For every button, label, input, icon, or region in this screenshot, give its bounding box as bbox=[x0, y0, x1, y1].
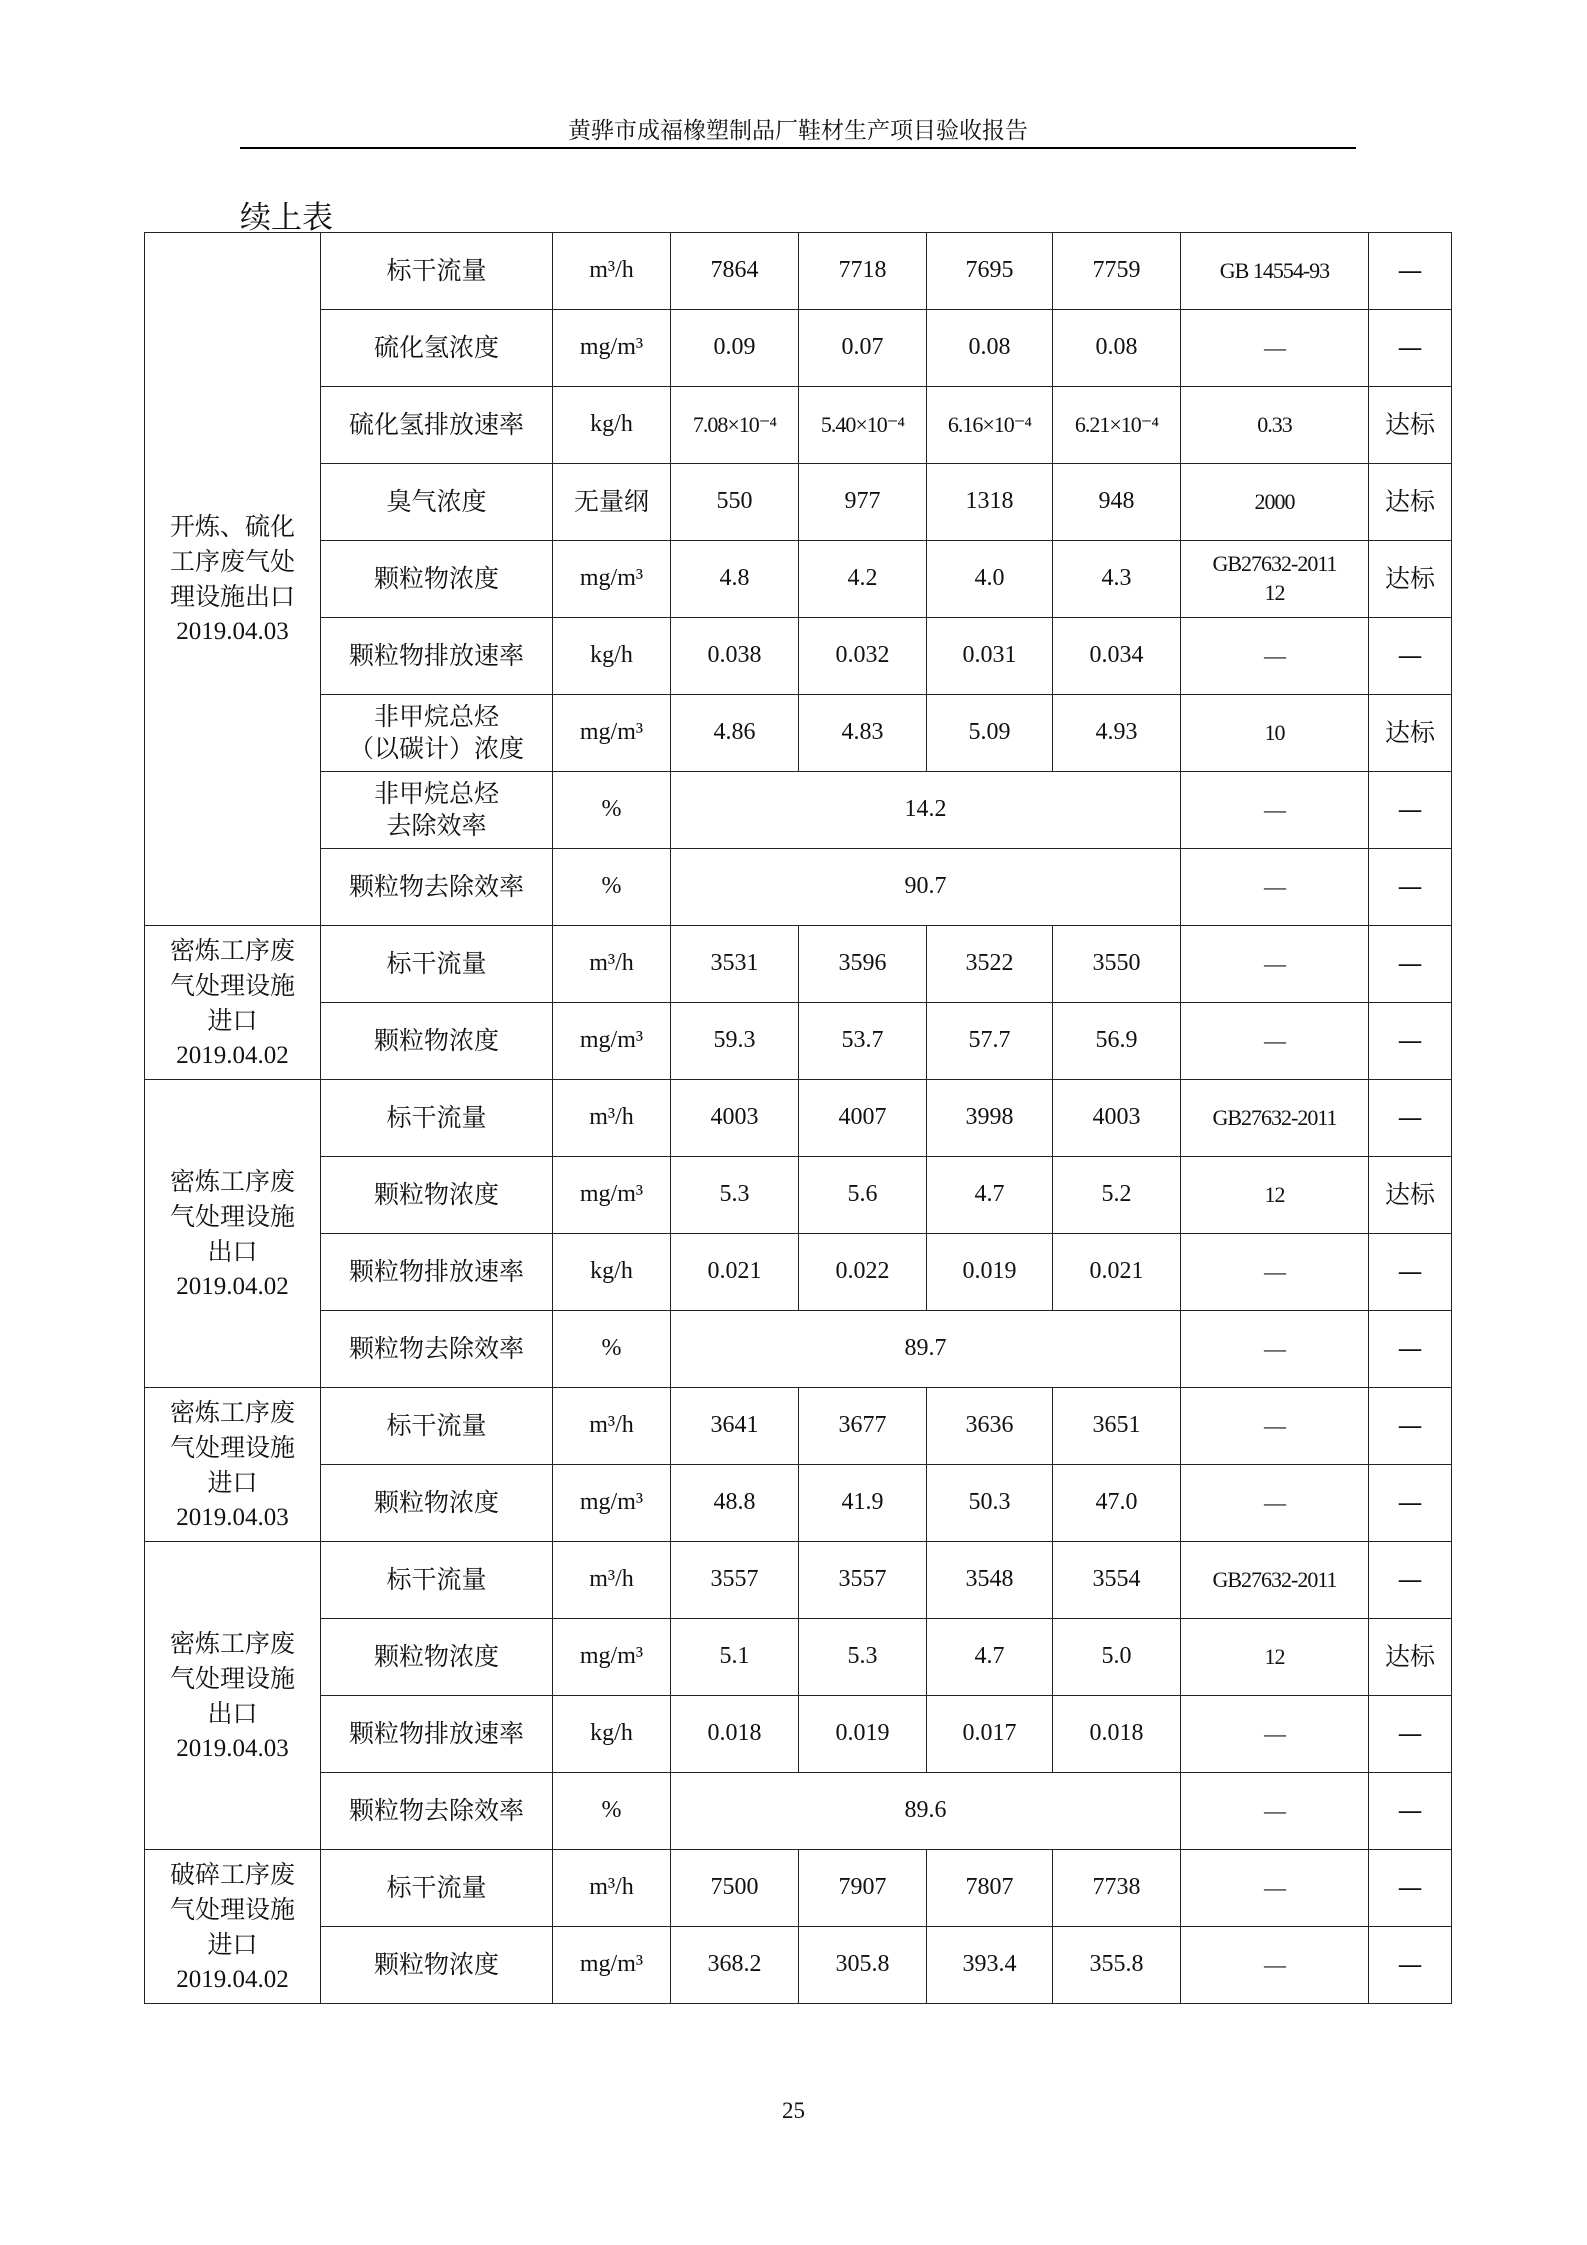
item-cell bbox=[321, 1003, 553, 1080]
location-line: 气处理设施 bbox=[169, 1894, 295, 1924]
standard-line: 12 bbox=[1264, 580, 1285, 605]
item-cell bbox=[321, 1465, 553, 1542]
item-line: 臭气浓度 bbox=[386, 486, 487, 516]
table-row bbox=[145, 1157, 1452, 1234]
measured-value-cell: 4003 bbox=[1053, 1080, 1181, 1157]
item-cell bbox=[321, 1696, 553, 1773]
unit-cell: mg/m³ bbox=[553, 310, 671, 387]
table-caption: 续上表 bbox=[240, 200, 333, 236]
item-cell bbox=[321, 695, 553, 772]
standard-line: — bbox=[1264, 1335, 1285, 1361]
measured-value-cell: 4.7 bbox=[927, 1619, 1053, 1696]
location-line: 破碎工序废 bbox=[169, 1859, 295, 1889]
table-row bbox=[145, 387, 1452, 464]
efficiency-value-cell: 90.7 bbox=[671, 849, 1181, 926]
measured-value-cell: 7738 bbox=[1053, 1850, 1181, 1927]
measured-value-cell: 6.21×10⁻⁴ bbox=[1053, 387, 1181, 464]
standard-limit-cell bbox=[1181, 541, 1369, 618]
compliance-result-cell: 达标 bbox=[1369, 541, 1452, 618]
measured-value-cell: 7759 bbox=[1053, 233, 1181, 310]
standard-line: — bbox=[1264, 1489, 1285, 1515]
compliance-result-cell: — bbox=[1369, 1003, 1452, 1080]
item-cell bbox=[321, 618, 553, 695]
item-cell bbox=[321, 1619, 553, 1696]
measured-value-cell: 3557 bbox=[671, 1542, 799, 1619]
standard-line: 12 bbox=[1264, 1181, 1285, 1207]
location-line: 密炼工序废 bbox=[169, 1628, 295, 1658]
measured-value-cell: 0.019 bbox=[927, 1234, 1053, 1311]
item-cell bbox=[321, 310, 553, 387]
table-row bbox=[145, 1465, 1452, 1542]
measured-value-cell: 0.038 bbox=[671, 618, 799, 695]
unit-cell: m³/h bbox=[553, 926, 671, 1003]
compliance-result-cell: 达标 bbox=[1369, 1157, 1452, 1234]
table-row bbox=[145, 1542, 1452, 1619]
unit-cell: kg/h bbox=[553, 1234, 671, 1311]
location-line: 进口 bbox=[207, 1467, 258, 1497]
item-cell bbox=[321, 464, 553, 541]
efficiency-value-cell: 14.2 bbox=[671, 772, 1181, 849]
unit-cell: % bbox=[553, 1773, 671, 1850]
unit-cell: mg/m³ bbox=[553, 541, 671, 618]
standard-line: — bbox=[1264, 1720, 1285, 1746]
measured-value-cell: 355.8 bbox=[1053, 1927, 1181, 2004]
measured-value-cell: 0.019 bbox=[799, 1696, 927, 1773]
standard-limit-cell bbox=[1181, 387, 1369, 464]
measured-value-cell: 4.8 bbox=[671, 541, 799, 618]
item-line: 颗粒物浓度 bbox=[373, 1179, 499, 1209]
standard-limit-cell bbox=[1181, 1465, 1369, 1542]
measured-value-cell: 7695 bbox=[927, 233, 1053, 310]
item-line: 硫化氢排放速率 bbox=[348, 409, 524, 439]
measured-value-cell: 3651 bbox=[1053, 1388, 1181, 1465]
unit-cell: m³/h bbox=[553, 1080, 671, 1157]
location-cell bbox=[145, 1080, 321, 1388]
compliance-result-cell: 达标 bbox=[1369, 695, 1452, 772]
measured-value-cell: 0.022 bbox=[799, 1234, 927, 1311]
measured-value-cell: 0.034 bbox=[1053, 618, 1181, 695]
standard-limit-cell bbox=[1181, 1234, 1369, 1311]
unit-cell: m³/h bbox=[553, 1850, 671, 1927]
standard-line: — bbox=[1264, 873, 1285, 899]
item-line: 标干流量 bbox=[386, 948, 487, 978]
unit-cell: kg/h bbox=[553, 1696, 671, 1773]
standard-limit-cell bbox=[1181, 1003, 1369, 1080]
measured-value-cell: 3596 bbox=[799, 926, 927, 1003]
compliance-result-cell: — bbox=[1369, 772, 1452, 849]
compliance-result-cell: 达标 bbox=[1369, 1619, 1452, 1696]
measured-value-cell: 59.3 bbox=[671, 1003, 799, 1080]
location-line: 进口 bbox=[207, 1929, 258, 1959]
compliance-result-cell: — bbox=[1369, 1927, 1452, 2004]
table-row bbox=[145, 1003, 1452, 1080]
table-row bbox=[145, 1080, 1452, 1157]
compliance-result-cell: — bbox=[1369, 233, 1452, 310]
standard-limit-cell bbox=[1181, 1927, 1369, 2004]
measured-value-cell: 7.08×10⁻⁴ bbox=[671, 387, 799, 464]
standard-line: GB27632-2011 bbox=[1212, 551, 1337, 577]
measured-value-cell: 4.83 bbox=[799, 695, 927, 772]
table-row bbox=[145, 926, 1452, 1003]
unit-cell: m³/h bbox=[553, 233, 671, 310]
measured-value-cell: 57.7 bbox=[927, 1003, 1053, 1080]
measured-value-cell: 7907 bbox=[799, 1850, 927, 1927]
item-cell bbox=[321, 1311, 553, 1388]
measured-value-cell: 47.0 bbox=[1053, 1465, 1181, 1542]
item-cell bbox=[321, 233, 553, 310]
measured-value-cell: 5.09 bbox=[927, 695, 1053, 772]
compliance-result-cell: — bbox=[1369, 618, 1452, 695]
standard-limit-cell bbox=[1181, 1696, 1369, 1773]
unit-cell: mg/m³ bbox=[553, 1157, 671, 1234]
location-line: 出口 bbox=[207, 1698, 258, 1728]
monitoring-results-table bbox=[144, 232, 1452, 2004]
location-line: 气处理设施 bbox=[169, 970, 295, 1000]
measured-value-cell: 50.3 bbox=[927, 1465, 1053, 1542]
measured-value-cell: 3677 bbox=[799, 1388, 927, 1465]
table-row bbox=[145, 1927, 1452, 2004]
measured-value-cell: 5.0 bbox=[1053, 1619, 1181, 1696]
item-line: 标干流量 bbox=[386, 1564, 487, 1594]
table-row bbox=[145, 695, 1452, 772]
standard-line: 12 bbox=[1264, 1643, 1285, 1669]
location-cell bbox=[145, 926, 321, 1080]
measured-value-cell: 7864 bbox=[671, 233, 799, 310]
compliance-result-cell: — bbox=[1369, 1311, 1452, 1388]
measured-value-cell: 0.031 bbox=[927, 618, 1053, 695]
measured-value-cell: 393.4 bbox=[927, 1927, 1053, 2004]
measured-value-cell: 4.2 bbox=[799, 541, 927, 618]
measured-value-cell: 0.018 bbox=[671, 1696, 799, 1773]
unit-cell: 无量纲 bbox=[553, 464, 671, 541]
standard-line: 10 bbox=[1264, 719, 1285, 745]
standard-limit-cell bbox=[1181, 1850, 1369, 1927]
measured-value-cell: 5.6 bbox=[799, 1157, 927, 1234]
measured-value-cell: 3522 bbox=[927, 926, 1053, 1003]
table-row bbox=[145, 233, 1452, 310]
standard-line: GB 14554-93 bbox=[1219, 257, 1330, 283]
item-cell bbox=[321, 849, 553, 926]
location-line: 气处理设施 bbox=[169, 1201, 295, 1231]
unit-cell: % bbox=[553, 772, 671, 849]
item-line: 非甲烷总烃 bbox=[373, 701, 499, 731]
measured-value-cell: 3548 bbox=[927, 1542, 1053, 1619]
item-cell bbox=[321, 1234, 553, 1311]
measured-value-cell: 4.93 bbox=[1053, 695, 1181, 772]
item-line: 标干流量 bbox=[386, 1872, 487, 1902]
standard-line: — bbox=[1264, 1874, 1285, 1900]
standard-limit-cell bbox=[1181, 464, 1369, 541]
table-row bbox=[145, 849, 1452, 926]
standard-limit-cell bbox=[1181, 1080, 1369, 1157]
standard-limit-cell bbox=[1181, 695, 1369, 772]
monitoring-date: 2019.04.02 bbox=[176, 1965, 289, 1993]
measured-value-cell: 0.021 bbox=[1053, 1234, 1181, 1311]
standard-line: — bbox=[1264, 1797, 1285, 1823]
standard-limit-cell bbox=[1181, 1157, 1369, 1234]
table-row bbox=[145, 1388, 1452, 1465]
page-number: 25 bbox=[782, 2098, 805, 2123]
table-row bbox=[145, 1773, 1452, 1850]
item-cell bbox=[321, 1773, 553, 1850]
item-line: 颗粒物排放速率 bbox=[348, 640, 524, 670]
table-row bbox=[145, 1234, 1452, 1311]
table-row bbox=[145, 772, 1452, 849]
compliance-result-cell: — bbox=[1369, 1465, 1452, 1542]
standard-line: — bbox=[1264, 1258, 1285, 1284]
compliance-result-cell: — bbox=[1369, 310, 1452, 387]
measured-value-cell: 3531 bbox=[671, 926, 799, 1003]
item-line: 颗粒物去除效率 bbox=[348, 1333, 524, 1363]
measured-value-cell: 5.3 bbox=[671, 1157, 799, 1234]
table-row bbox=[145, 618, 1452, 695]
standard-line: — bbox=[1264, 796, 1285, 822]
measured-value-cell: 53.7 bbox=[799, 1003, 927, 1080]
measured-value-cell: 0.08 bbox=[1053, 310, 1181, 387]
location-line: 密炼工序废 bbox=[169, 935, 295, 965]
standard-line: — bbox=[1264, 1951, 1285, 1977]
item-cell bbox=[321, 1542, 553, 1619]
measured-value-cell: 4003 bbox=[671, 1080, 799, 1157]
measured-value-cell: 5.1 bbox=[671, 1619, 799, 1696]
item-line: 颗粒物排放速率 bbox=[348, 1256, 524, 1286]
document-header-title: 黄骅市成福橡塑制品厂鞋材生产项目验收报告 bbox=[568, 118, 1028, 144]
location-cell bbox=[145, 1850, 321, 2004]
compliance-result-cell: — bbox=[1369, 849, 1452, 926]
measured-value-cell: 7807 bbox=[927, 1850, 1053, 1927]
item-line: 颗粒物浓度 bbox=[373, 1025, 499, 1055]
measured-value-cell: 0.032 bbox=[799, 618, 927, 695]
unit-cell: m³/h bbox=[553, 1542, 671, 1619]
measured-value-cell: 6.16×10⁻⁴ bbox=[927, 387, 1053, 464]
standard-line: GB27632-2011 bbox=[1212, 1104, 1337, 1130]
unit-cell: % bbox=[553, 1311, 671, 1388]
standard-limit-cell bbox=[1181, 1388, 1369, 1465]
measured-value-cell: 3554 bbox=[1053, 1542, 1181, 1619]
standard-line: — bbox=[1264, 950, 1285, 976]
unit-cell: kg/h bbox=[553, 387, 671, 464]
measured-value-cell: 305.8 bbox=[799, 1927, 927, 2004]
header-rule bbox=[240, 147, 1356, 149]
location-line: 密炼工序废 bbox=[169, 1397, 295, 1427]
location-cell bbox=[145, 233, 321, 926]
location-line: 气处理设施 bbox=[169, 1432, 295, 1462]
item-line: 颗粒物去除效率 bbox=[348, 1795, 524, 1825]
unit-cell: mg/m³ bbox=[553, 1619, 671, 1696]
item-line: 硫化氢浓度 bbox=[373, 332, 499, 362]
item-line: 颗粒物去除效率 bbox=[348, 871, 524, 901]
monitoring-date: 2019.04.02 bbox=[176, 1272, 289, 1300]
item-cell bbox=[321, 541, 553, 618]
location-cell bbox=[145, 1388, 321, 1542]
measured-value-cell: 977 bbox=[799, 464, 927, 541]
item-cell bbox=[321, 772, 553, 849]
measured-value-cell: 56.9 bbox=[1053, 1003, 1181, 1080]
standard-limit-cell bbox=[1181, 849, 1369, 926]
item-cell bbox=[321, 387, 553, 464]
compliance-result-cell: 达标 bbox=[1369, 464, 1452, 541]
measured-value-cell: 0.018 bbox=[1053, 1696, 1181, 1773]
compliance-result-cell: — bbox=[1369, 1542, 1452, 1619]
item-line: 标干流量 bbox=[386, 255, 487, 285]
item-line: 非甲烷总烃 bbox=[373, 778, 499, 808]
location-line: 出口 bbox=[207, 1236, 258, 1266]
standard-limit-cell bbox=[1181, 1619, 1369, 1696]
measured-value-cell: 368.2 bbox=[671, 1927, 799, 2004]
item-line: 去除效率 bbox=[386, 811, 487, 840]
unit-cell: mg/m³ bbox=[553, 1927, 671, 2004]
measured-value-cell: 1318 bbox=[927, 464, 1053, 541]
measured-value-cell: 41.9 bbox=[799, 1465, 927, 1542]
item-cell bbox=[321, 1157, 553, 1234]
measured-value-cell: 0.017 bbox=[927, 1696, 1053, 1773]
item-cell bbox=[321, 1927, 553, 2004]
standard-line: — bbox=[1264, 642, 1285, 668]
monitoring-date: 2019.04.03 bbox=[176, 1503, 289, 1531]
monitoring-date: 2019.04.03 bbox=[176, 1734, 289, 1762]
measured-value-cell: 550 bbox=[671, 464, 799, 541]
measured-value-cell: 48.8 bbox=[671, 1465, 799, 1542]
unit-cell: mg/m³ bbox=[553, 695, 671, 772]
monitoring-date: 2019.04.02 bbox=[176, 1041, 289, 1069]
table-row bbox=[145, 1850, 1452, 1927]
compliance-result-cell: — bbox=[1369, 1234, 1452, 1311]
compliance-result-cell: 达标 bbox=[1369, 387, 1452, 464]
measured-value-cell: 5.3 bbox=[799, 1619, 927, 1696]
item-line: 颗粒物排放速率 bbox=[348, 1718, 524, 1748]
unit-cell: % bbox=[553, 849, 671, 926]
item-line: 颗粒物浓度 bbox=[373, 563, 499, 593]
standard-line: — bbox=[1264, 334, 1285, 360]
table-row bbox=[145, 1696, 1452, 1773]
location-line: 工序废气处 bbox=[169, 547, 295, 576]
measured-value-cell: 0.08 bbox=[927, 310, 1053, 387]
measured-value-cell: 4007 bbox=[799, 1080, 927, 1157]
table-row bbox=[145, 541, 1452, 618]
item-line: 标干流量 bbox=[386, 1410, 487, 1440]
measured-value-cell: 7718 bbox=[799, 233, 927, 310]
measured-value-cell: 4.3 bbox=[1053, 541, 1181, 618]
measured-value-cell: 948 bbox=[1053, 464, 1181, 541]
item-cell bbox=[321, 1388, 553, 1465]
measured-value-cell: 0.021 bbox=[671, 1234, 799, 1311]
standard-line: GB27632-2011 bbox=[1212, 1566, 1337, 1592]
item-line: 颗粒物浓度 bbox=[373, 1949, 499, 1979]
unit-cell: mg/m³ bbox=[553, 1003, 671, 1080]
item-line: 标干流量 bbox=[386, 1102, 487, 1132]
standard-line: 0.33 bbox=[1257, 411, 1292, 437]
table-row bbox=[145, 310, 1452, 387]
unit-cell: kg/h bbox=[553, 618, 671, 695]
measured-value-cell: 0.07 bbox=[799, 310, 927, 387]
standard-limit-cell bbox=[1181, 772, 1369, 849]
compliance-result-cell: — bbox=[1369, 926, 1452, 1003]
measured-value-cell: 5.2 bbox=[1053, 1157, 1181, 1234]
location-line: 密炼工序废 bbox=[169, 1166, 295, 1196]
location-line: 理设施出口 bbox=[169, 582, 295, 611]
compliance-result-cell: — bbox=[1369, 1696, 1452, 1773]
measured-value-cell: 3550 bbox=[1053, 926, 1181, 1003]
standard-limit-cell bbox=[1181, 1773, 1369, 1850]
table-row bbox=[145, 1619, 1452, 1696]
table-row bbox=[145, 464, 1452, 541]
measured-value-cell: 4.0 bbox=[927, 541, 1053, 618]
table-row bbox=[145, 1311, 1452, 1388]
measured-value-cell: 3641 bbox=[671, 1388, 799, 1465]
item-cell bbox=[321, 1850, 553, 1927]
compliance-result-cell: — bbox=[1369, 1773, 1452, 1850]
standard-limit-cell bbox=[1181, 310, 1369, 387]
unit-cell: m³/h bbox=[553, 1388, 671, 1465]
measured-value-cell: 4.86 bbox=[671, 695, 799, 772]
table-body bbox=[145, 233, 1452, 2004]
standard-line: — bbox=[1264, 1027, 1285, 1053]
standard-limit-cell bbox=[1181, 1542, 1369, 1619]
compliance-result-cell: — bbox=[1369, 1850, 1452, 1927]
measured-value-cell: 0.09 bbox=[671, 310, 799, 387]
standard-limit-cell bbox=[1181, 618, 1369, 695]
item-line: 颗粒物浓度 bbox=[373, 1487, 499, 1517]
efficiency-value-cell: 89.7 bbox=[671, 1311, 1181, 1388]
standard-limit-cell bbox=[1181, 233, 1369, 310]
measured-value-cell: 4.7 bbox=[927, 1157, 1053, 1234]
unit-cell: mg/m³ bbox=[553, 1465, 671, 1542]
compliance-result-cell: — bbox=[1369, 1388, 1452, 1465]
measured-value-cell: 7500 bbox=[671, 1850, 799, 1927]
location-line: 气处理设施 bbox=[169, 1663, 295, 1693]
item-cell bbox=[321, 1080, 553, 1157]
standard-limit-cell bbox=[1181, 1311, 1369, 1388]
location-line: 开炼、硫化 bbox=[169, 512, 295, 541]
item-line: （以碳计）浓度 bbox=[348, 734, 524, 763]
item-cell bbox=[321, 926, 553, 1003]
measured-value-cell: 3636 bbox=[927, 1388, 1053, 1465]
item-line: 颗粒物浓度 bbox=[373, 1641, 499, 1671]
standard-line: 2000 bbox=[1254, 488, 1295, 514]
measured-value-cell: 3557 bbox=[799, 1542, 927, 1619]
location-cell bbox=[145, 1542, 321, 1850]
standard-limit-cell bbox=[1181, 926, 1369, 1003]
standard-line: — bbox=[1264, 1412, 1285, 1438]
monitoring-date: 2019.04.03 bbox=[176, 618, 289, 645]
efficiency-value-cell: 89.6 bbox=[671, 1773, 1181, 1850]
measured-value-cell: 5.40×10⁻⁴ bbox=[799, 387, 927, 464]
location-line: 进口 bbox=[207, 1005, 258, 1035]
measured-value-cell: 3998 bbox=[927, 1080, 1053, 1157]
compliance-result-cell: — bbox=[1369, 1080, 1452, 1157]
